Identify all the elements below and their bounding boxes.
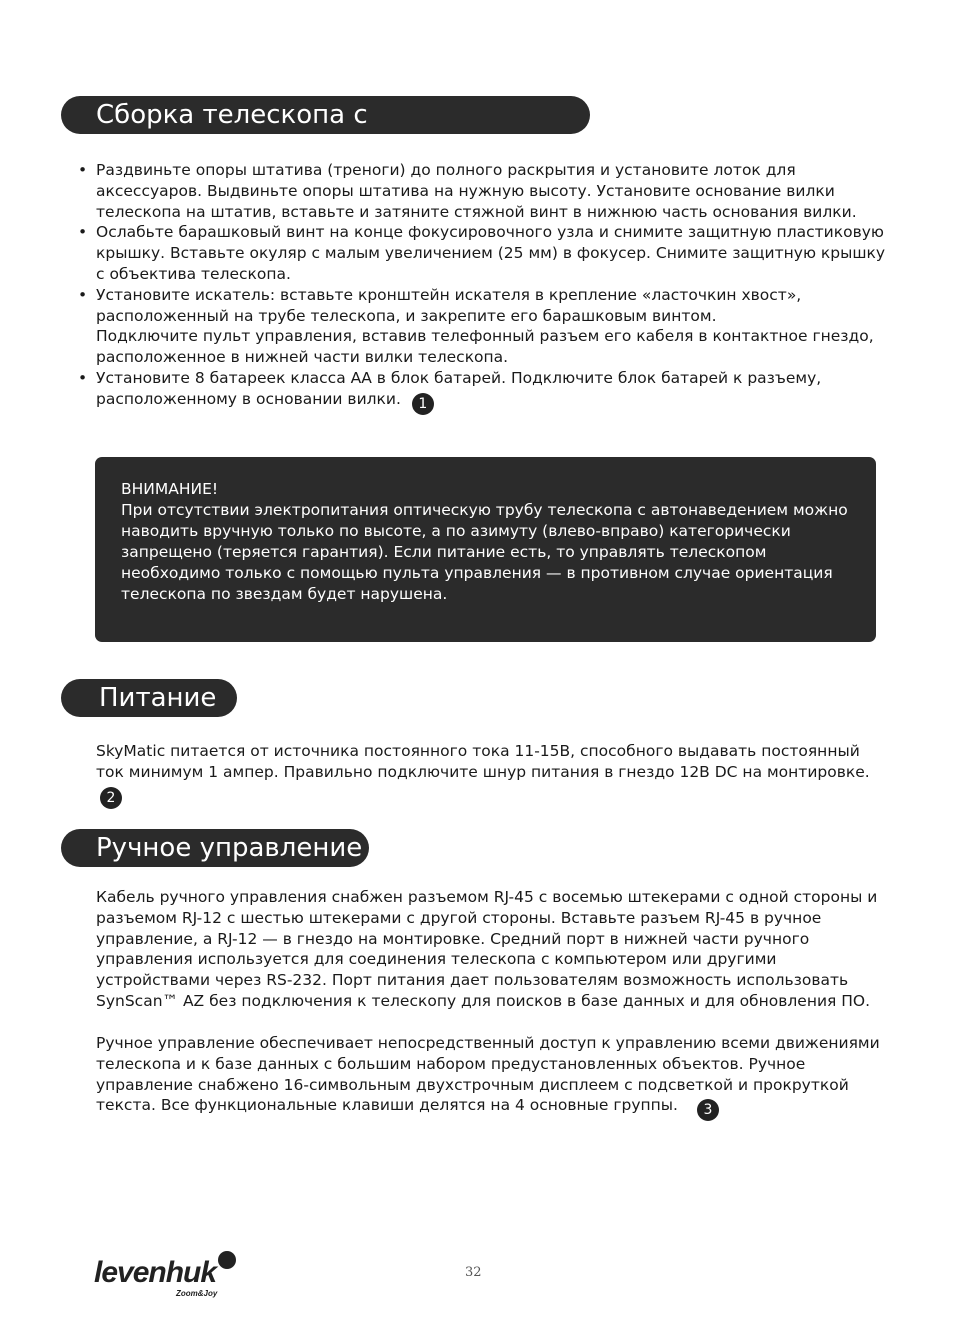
list-item-text: Установите искатель: вставьте кронштейн искателя в крепление «ласточкин хвост», расположенный на трубе телескопа, и закрепите его барашковым винтом.	[96, 285, 802, 325]
section-title-assembly: Сборка телескопа с автонаведением	[61, 96, 590, 134]
figure-ref-badge: 1	[412, 393, 434, 415]
section-title-manual: Ручное управление	[61, 829, 369, 867]
list-item	[78, 160, 888, 222]
list-item-text: Установите 8 батареек класса АА в блок батарей. Подключите блок батарей к разъему, расположенному в основании вилки.	[96, 368, 822, 408]
logo-wordmark: levenhuk	[94, 1256, 217, 1289]
list-item-continuation: Подключите пульт управления, вставив телефонный разъем его кабеля в контактное гнездо, расположенное в нижней части вилки телескопа.	[96, 327, 874, 367]
list-item	[78, 222, 888, 284]
warning-body: При отсутствии электропитания оптическую трубу телескопа с автонаведением можно наводить вручную только по высоте, а по азимуту (влево-вправо) категорически запрещено (теряется гарантия). Если питание есть, то управлять телескопом необходимо только с помощью пульта управления — в противном случае ориентация телескопа по звездам будет нарушена.	[121, 501, 848, 603]
page-number: 32	[465, 1265, 482, 1280]
figure-ref-badge: 2	[100, 787, 122, 809]
warning-box	[95, 457, 876, 642]
list-item	[78, 368, 888, 415]
warning-heading: ВНИМАНИЕ!	[121, 480, 219, 498]
figure-ref-badge: 3	[697, 1099, 719, 1121]
manual-paragraph-2	[96, 1033, 886, 1121]
list-item	[78, 285, 888, 368]
list-item-text: Ослабьте барашковый винт на конце фокусировочного узла и снимите защитную пластиковую крышку. Вставьте окуляр с малым увеличением (25 мм) в фокусер. Снимите защитную крышку с объектива телескопа.	[96, 223, 886, 283]
logo-tagline: Zoom&Joy	[176, 1289, 218, 1298]
manual-paragraph-1: Кабель ручного управления снабжен разъемом RJ-45 с восемью штекерами с одной стороны и разъемом RJ-12 с шестью штекерами с другой стороны. Вставьте разъем RJ-45 в ручное управление, а RJ-12 — в гнездо на монтировке. Средний порт в нижней части ручного управления используется для соединения телескопа с компьютером или другими устройствами через RS-232. Порт питания дает пользователям возможность использовать SynScan™ AZ без подключения к телескопу для поисков в базе данных и для обновления ПО.	[96, 888, 878, 1010]
power-paragraph	[96, 741, 886, 809]
power-text: SkyMatic питается от источника постоянного тока 11-15В, способного выдавать постоянный ток минимум 1 ампер. Правильно подключите шнур питания в гнездо 12В DC на монтировке.	[96, 742, 870, 781]
section-title-power: Питание	[61, 679, 237, 717]
manual-text-2: Ручное управление обеспечивает непосредственный доступ к управлению всеми движениями телескопа и к базе данных с большим набором предустановленных объектов. Ручное управление снабжено 16-символьным двухстрочным дисплеем с подсветкой и прокруткой текста. Все функциональные клавиши делятся на 4 основные группы.	[96, 1034, 880, 1115]
assembly-steps-list	[78, 160, 888, 415]
list-item-text: Раздвиньте опоры штатива (треноги) до полного раскрытия и установите лоток для аксессуаров. Выдвиньте опоры штатива на нужную высоту. Установите основание вилки телескопа на штатив, вставьте и затяните стяжной винт в нижнюю часть основания вилки.	[96, 161, 857, 221]
levenhuk-logo	[94, 1250, 244, 1300]
